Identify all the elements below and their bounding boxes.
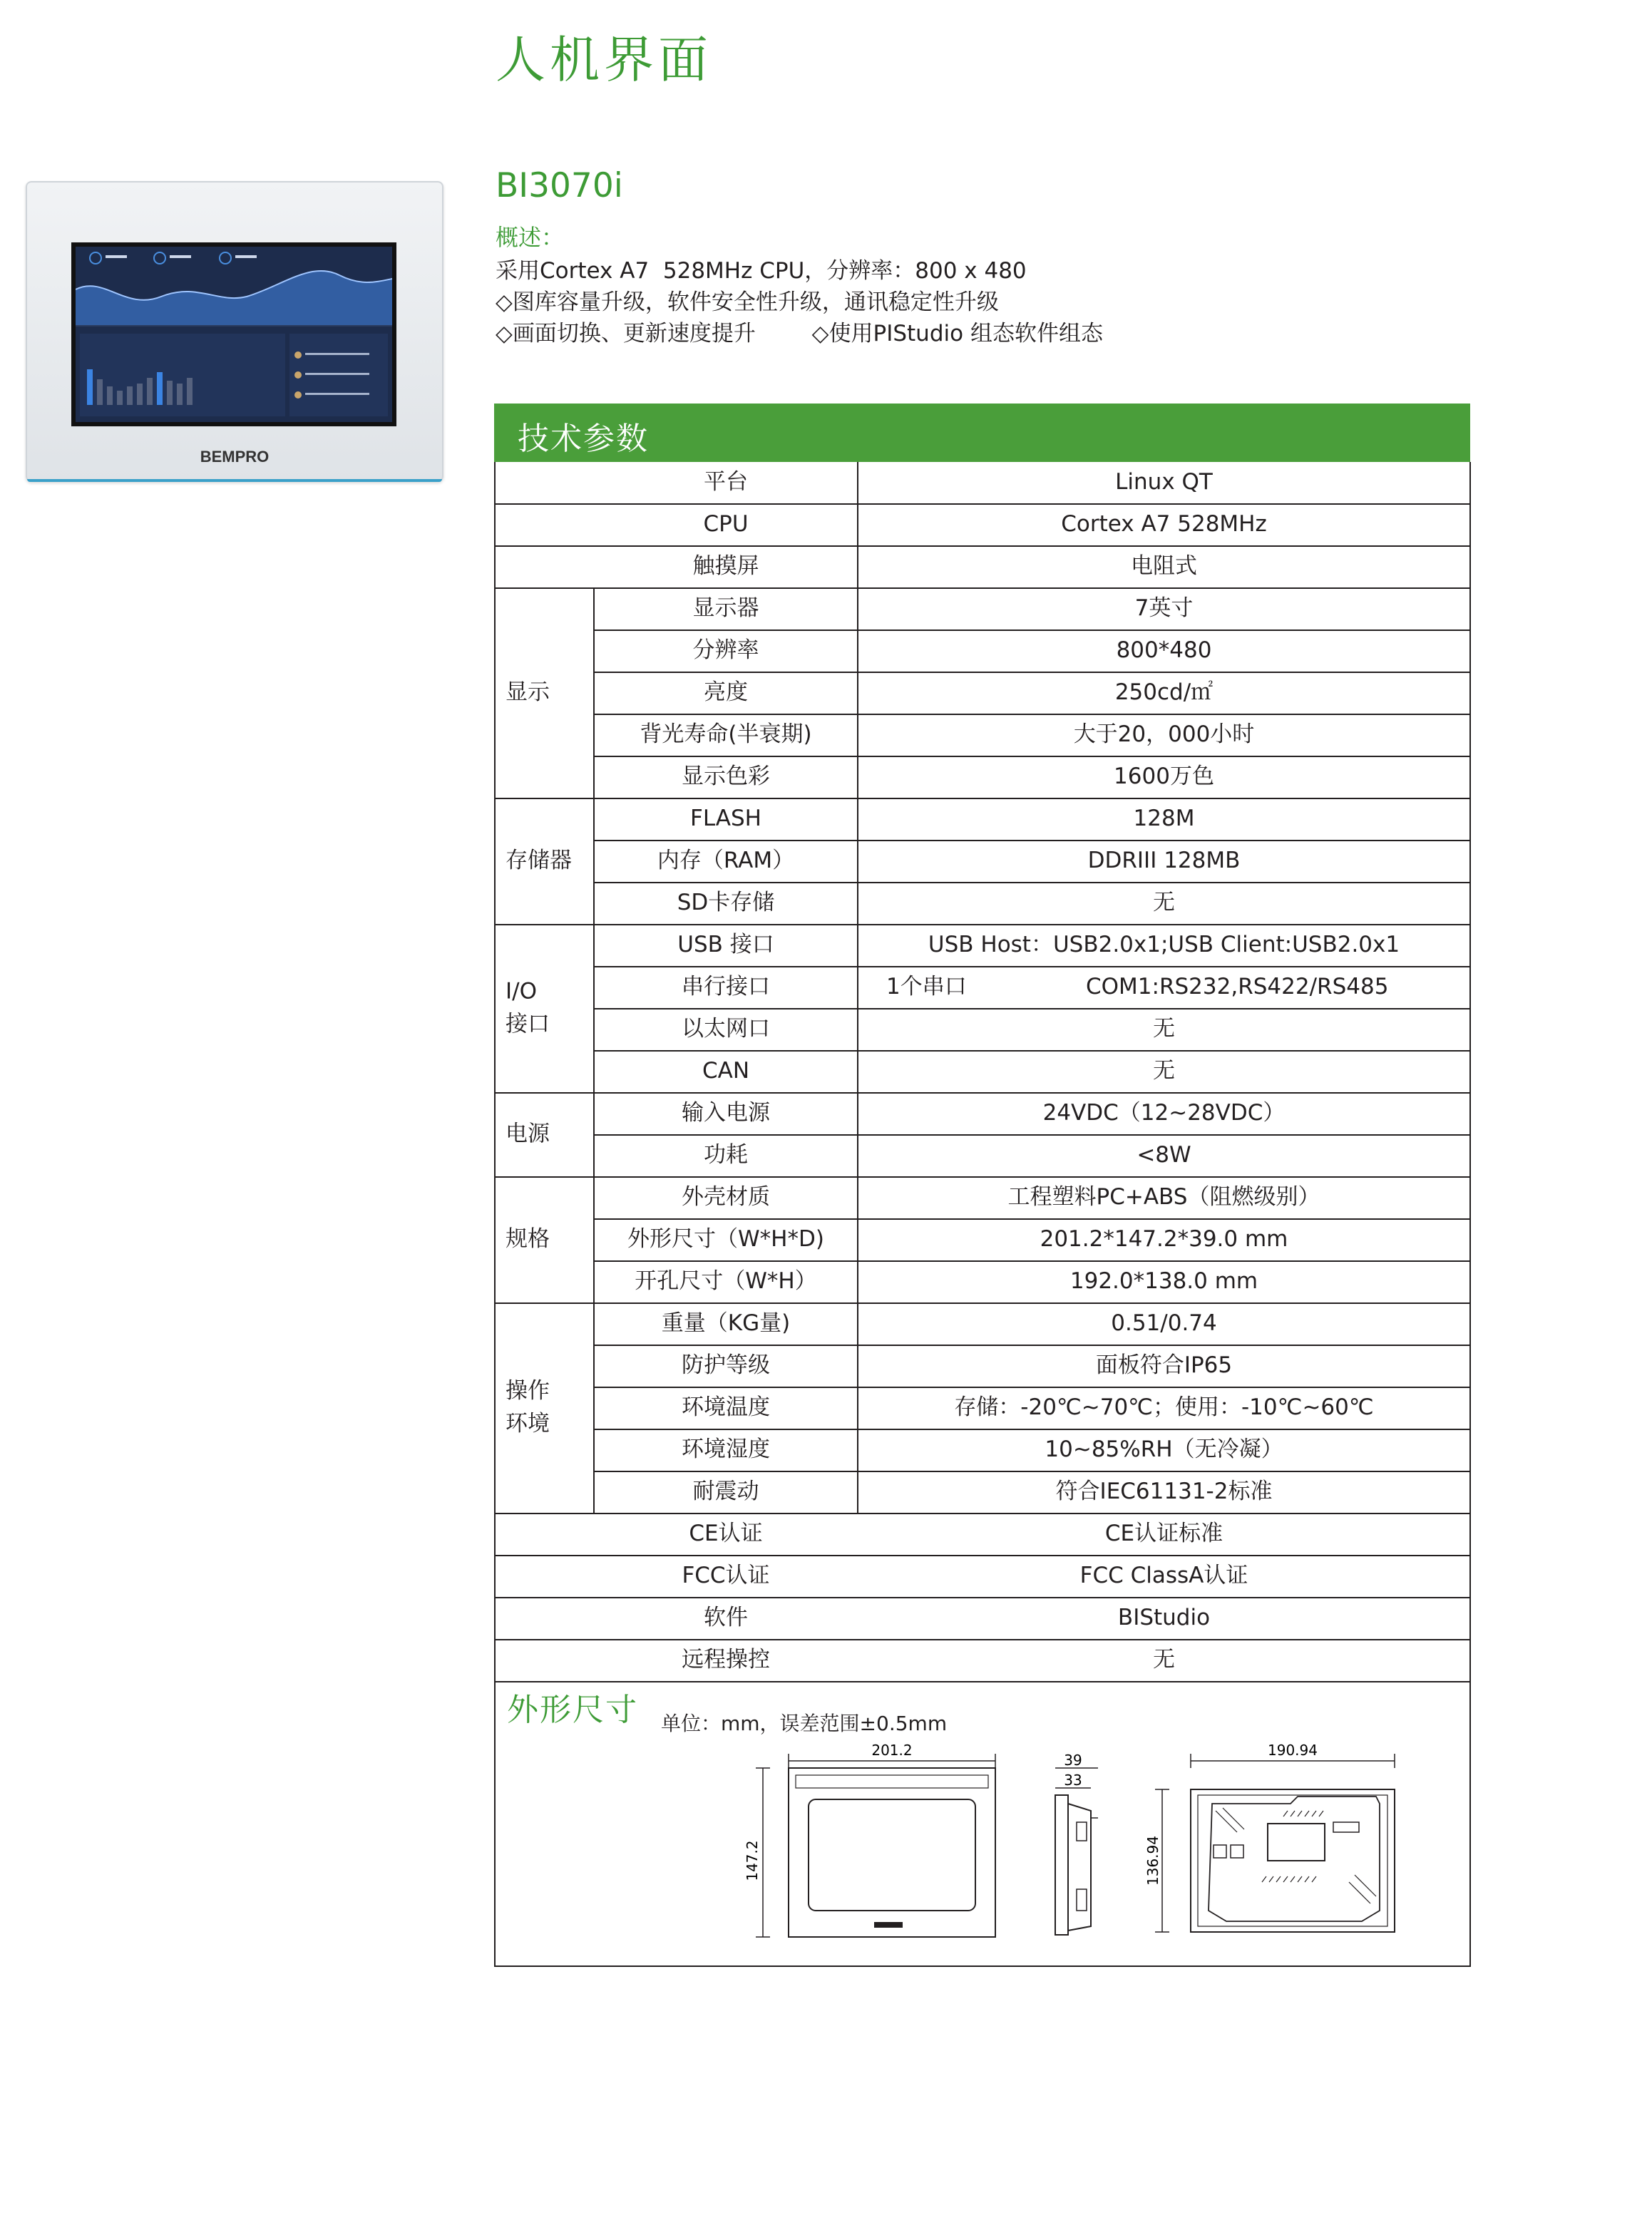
side-depth-inner-label: 33 bbox=[1064, 1772, 1082, 1789]
spec-row-value: 7英寸 bbox=[1134, 595, 1194, 621]
spec-row-label: 功耗 bbox=[704, 1142, 748, 1168]
spec-row-value: DDRIII 128MB bbox=[1087, 848, 1241, 873]
back-view bbox=[1144, 1742, 1395, 1932]
spec-row-value: Linux QT bbox=[1115, 469, 1213, 495]
spec-group-label: 存储器 bbox=[506, 848, 572, 873]
spec-row-value: 128M bbox=[1133, 806, 1195, 831]
spec-row-label: USB 接口 bbox=[677, 932, 774, 957]
spec-row-label: 背光寿命(半衰期) bbox=[640, 721, 812, 747]
overview-line: ◇画面切换、更新速度提升 ◇使用PIStudio 组态软件组态 bbox=[496, 321, 1103, 346]
spec-row-label: 开孔尺寸（W*H） bbox=[635, 1268, 817, 1294]
spec-row-label: 输入电源 bbox=[682, 1100, 770, 1126]
spec-row-label: 亮度 bbox=[704, 679, 748, 705]
spec-row-value: 0.51/0.74 bbox=[1111, 1310, 1217, 1336]
spec-row-label: 显示器 bbox=[692, 595, 759, 621]
side-depth-label: 39 bbox=[1064, 1752, 1082, 1769]
spec-row-label: 显示色彩 bbox=[682, 764, 770, 789]
dimensions-unit-note: 单位：mm，误差范围±0.5mm bbox=[661, 1712, 948, 1735]
spec-row-label: 耐震动 bbox=[692, 1479, 759, 1504]
spec-row-value: 192.0*138.0 mm bbox=[1069, 1268, 1258, 1294]
spec-row-value: <8W bbox=[1137, 1142, 1191, 1168]
spec-row-label: 环境温度 bbox=[682, 1394, 770, 1420]
spec-row-label: 外壳材质 bbox=[682, 1184, 770, 1210]
spec-row-value: 无 bbox=[1153, 1016, 1175, 1042]
spec-group-label: 电源 bbox=[506, 1121, 550, 1147]
spec-row-label: 外形尺寸（W*H*D) bbox=[627, 1226, 824, 1252]
overview-line: 采用Cortex A7 528MHz CPU，分辨率：800 x 480 bbox=[496, 258, 1027, 284]
spec-row-value: 1600万色 bbox=[1114, 764, 1214, 789]
spec-row-value: 无 bbox=[1153, 890, 1175, 915]
spec-group-label: 规格 bbox=[506, 1226, 550, 1252]
spec-row-value: 电阻式 bbox=[1131, 553, 1197, 579]
front-height-label: 147.2 bbox=[744, 1840, 761, 1881]
spec-group-label: 显示 bbox=[506, 679, 550, 705]
page-title: 人机界面 bbox=[496, 31, 712, 89]
spec-row-label: 内存（RAM） bbox=[657, 848, 795, 873]
spec-row-value: USB Host：USB2.0x1;USB Client:USB2.0x1 bbox=[928, 932, 1400, 957]
spec-row-label: 以太网口 bbox=[682, 1016, 770, 1042]
spec-row-value: 10~85%RH（无冷凝） bbox=[1045, 1437, 1283, 1462]
spec-row-label: 远程操控 bbox=[682, 1647, 770, 1672]
back-width-label: 190.94 bbox=[1268, 1742, 1318, 1759]
spec-table-title: 技术参数 bbox=[518, 421, 649, 457]
spec-row-label: 串行接口 bbox=[682, 974, 770, 999]
spec-row-value: 24VDC（12~28VDC） bbox=[1042, 1100, 1286, 1126]
spec-group-label: 环境 bbox=[506, 1411, 550, 1437]
spec-row-label: 防护等级 bbox=[682, 1352, 770, 1378]
spec-row-label: 触摸屏 bbox=[692, 553, 759, 579]
spec-row-value: 800*480 bbox=[1116, 637, 1212, 663]
spec-row-value: 面板符合IP65 bbox=[1095, 1352, 1233, 1378]
device-screen bbox=[71, 242, 396, 426]
spec-row-value: 无 bbox=[1153, 1647, 1175, 1672]
spec-row-label: 环境湿度 bbox=[682, 1437, 770, 1462]
spec-row-value: BIStudio bbox=[1117, 1605, 1211, 1630]
spec-group-label: 接口 bbox=[506, 1011, 550, 1037]
spec-group-label: I/O bbox=[506, 978, 537, 1004]
spec-row-label: SD卡存储 bbox=[677, 890, 775, 915]
device-brand-logo: BEMPRO bbox=[200, 448, 270, 466]
device-photo bbox=[26, 181, 443, 482]
overview-line: ◇图库容量升级，软件安全性升级，通讯稳定性升级 bbox=[496, 289, 999, 315]
dimensions-title: 外形尺寸 bbox=[507, 1692, 638, 1728]
spec-row-value: 大于20，000小时 bbox=[1073, 721, 1255, 747]
overview-label: 概述： bbox=[496, 224, 565, 251]
front-view bbox=[744, 1742, 995, 1937]
spec-row-value: 201.2*147.2*39.0 mm bbox=[1040, 1226, 1288, 1252]
spec-row-label: CAN bbox=[702, 1058, 750, 1084]
side-view bbox=[1055, 1752, 1098, 1935]
spec-row-label: FLASH bbox=[689, 806, 762, 831]
spec-row-value: Cortex A7 528MHz bbox=[1061, 511, 1267, 537]
spec-row-label: 平台 bbox=[704, 469, 748, 495]
spec-row-label: FCC认证 bbox=[682, 1563, 770, 1588]
spec-row-value: 工程塑料PC+ABS（阻燃级别） bbox=[1007, 1184, 1320, 1210]
spec-row-value: COM1:RS232,RS422/RS485 bbox=[1086, 974, 1389, 999]
back-height-label: 136.94 bbox=[1144, 1836, 1161, 1886]
spec-row-value: 存储：-20℃~70℃；使用：-10℃~60℃ bbox=[954, 1394, 1374, 1420]
spec-row-label: 重量（KG量) bbox=[661, 1310, 791, 1336]
spec-row-label: CPU bbox=[703, 511, 749, 537]
spec-row-value: CE认证标准 bbox=[1104, 1521, 1223, 1546]
spec-row-label: 软件 bbox=[704, 1605, 748, 1630]
spec-row-value: 无 bbox=[1153, 1058, 1175, 1084]
spec-row-label: 分辨率 bbox=[692, 637, 759, 663]
spec-group-label: 操作 bbox=[506, 1378, 550, 1404]
spec-table-header bbox=[494, 404, 1470, 462]
screen-dashboard-graphic bbox=[76, 247, 392, 422]
spec-row-value: FCC ClassA认证 bbox=[1079, 1563, 1248, 1588]
product-model: BI3070i bbox=[496, 166, 623, 205]
front-width-label: 201.2 bbox=[871, 1742, 913, 1759]
spec-row-value: 1个串口 bbox=[886, 974, 967, 999]
spec-row-label: CE认证 bbox=[689, 1521, 763, 1546]
spec-row-value: 符合IEC61131-2标准 bbox=[1055, 1479, 1273, 1504]
spec-row-value: 250cd/㎡ bbox=[1114, 679, 1214, 705]
device-accent-strip bbox=[27, 479, 442, 482]
dimension-drawing bbox=[734, 1739, 1412, 1946]
